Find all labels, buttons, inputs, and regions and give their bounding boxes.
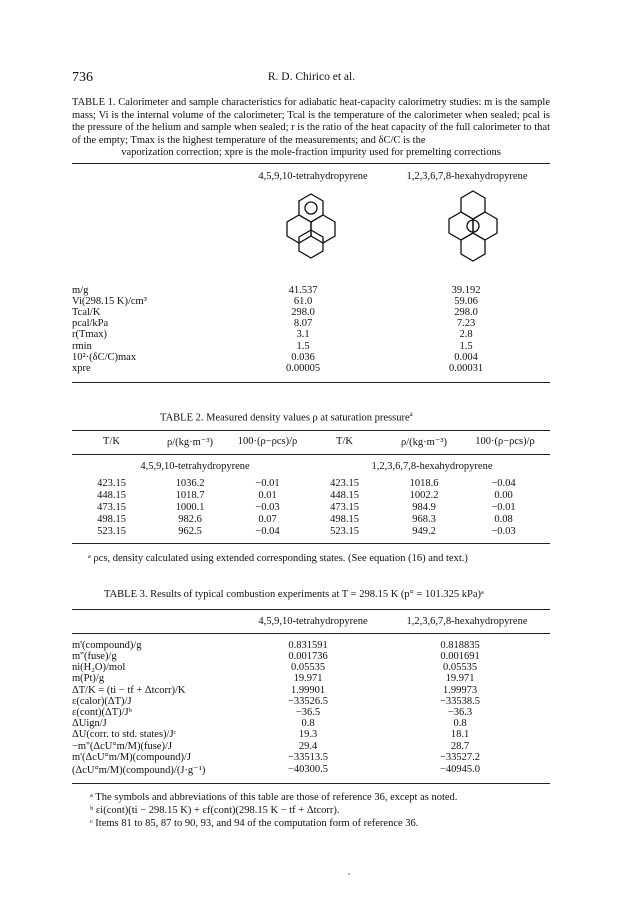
table3-cell: 0.05535 xyxy=(290,662,326,673)
table3-footnote-b: ᵇ εi(cont)(ti − 298.15 K) + εf(cont)(298.15 K − tf + Δtcorr). xyxy=(90,805,340,816)
table3-cell: 0.8 xyxy=(301,718,315,729)
table2-col-header: ρ/(kg·m⁻³) xyxy=(166,437,213,448)
table2-cell: 1018.7 xyxy=(175,490,205,501)
table2-cell: −0.01 xyxy=(491,502,516,513)
table2-cell: 1036.2 xyxy=(175,478,205,489)
table1-cell: 1.5 xyxy=(296,341,310,352)
table3-cell: 0.818835 xyxy=(440,640,480,651)
table1-bottom-rule xyxy=(72,382,550,383)
table2-cell: −0.03 xyxy=(491,526,516,537)
table1-top-rule xyxy=(72,163,550,164)
table2-cell: −0.01 xyxy=(255,478,280,489)
table2-cell: 523.15 xyxy=(330,526,359,537)
table3-footnote-a: ᵃ The symbols and abbreviations of this table are those of reference 36, except as noted. xyxy=(90,792,458,803)
table3-cell: 29.4 xyxy=(298,741,318,752)
table3-cell: 1.99901 xyxy=(290,685,326,696)
table2-group2: 1,2,3,6,7,8-hexahydropyrene xyxy=(371,461,493,472)
table3-cell: 1.99973 xyxy=(442,685,478,696)
table1-cell: 298.0 xyxy=(454,307,478,318)
table3-top-rule xyxy=(72,609,550,610)
table3-row-label: ε(calor)(ΔT)/J xyxy=(72,696,132,707)
table2-col-header: 100·(ρ−ρcs)/ρ xyxy=(475,436,535,447)
page-number: 736 xyxy=(72,70,93,85)
table1-row-label: pcal/kPa xyxy=(72,318,109,329)
table2-cell: 498.15 xyxy=(97,514,126,525)
table1-cell: 3.1 xyxy=(296,329,310,340)
table3-row-label: ΔUign/J xyxy=(72,718,107,729)
table3-row-label: m(Pt)/g xyxy=(72,673,105,684)
table1-cell: 0.00031 xyxy=(448,363,484,374)
table2-header-rule xyxy=(72,454,550,455)
table3-footnote-c: ᶜ Items 81 to 85, 87 to 90, 93, and 94 of the computation form of reference 36. xyxy=(90,818,419,829)
table3-cell: −33526.5 xyxy=(287,696,329,707)
table1-caption-text: TABLE 1. Calorimeter and sample characteristics for adiabatic heat-capacity calorimetry studies: m is the sample mass; Vi is the internal volume of the calorimeter; Tcal is the temperature of the calorimeter when sealed; pcal is the pressure of the helium and sample when sealed; r is the ratio of the heat capacity of the full calorimeter to that of the empty; Tmax is the highest temperature of the measurements; and δC/C is the xyxy=(72,97,550,146)
table1-row-label: 10²·(δC/C)max xyxy=(72,352,137,363)
table2-bottom-rule xyxy=(72,543,550,544)
table3-row-label: ni(H₂O)/mol xyxy=(72,662,126,673)
table2-cell: 473.15 xyxy=(330,502,359,513)
table2-cell: 982.6 xyxy=(178,514,202,525)
table1-row-label: rmin xyxy=(72,341,92,352)
table1-cell: 0.00005 xyxy=(285,363,321,374)
table2-top-rule xyxy=(72,430,550,431)
table3-cell: 0.001691 xyxy=(440,651,480,662)
page-speck xyxy=(348,873,350,875)
table3-bottom-rule xyxy=(72,783,550,784)
table2-group1: 4,5,9,10-tetrahydropyrene xyxy=(140,461,250,472)
table2-cell: 984.9 xyxy=(412,502,436,513)
table3-cell: 28.7 xyxy=(450,741,470,752)
table2-cell: 1002.2 xyxy=(409,490,439,501)
table2-col-header: 100·(ρ−ρcs)/ρ xyxy=(237,436,298,447)
table3-cell: 19.971 xyxy=(445,673,475,684)
table1-cell: 2.8 xyxy=(459,329,473,340)
table2-cell: −0.03 xyxy=(255,502,280,513)
table3-cell: −40945.0 xyxy=(439,764,481,775)
table2-cell: 448.15 xyxy=(330,490,359,501)
table2-caption-note: a xyxy=(409,410,413,418)
table1-cell: 7.23 xyxy=(456,318,476,329)
table2-cell: 1018.6 xyxy=(409,478,439,489)
table2-footnote: ᵃ ρcs, density calculated using extended corresponding states. (See equation (16) and text.) xyxy=(88,553,468,564)
table2-cell: 448.15 xyxy=(97,490,126,501)
table1-cell: 39.192 xyxy=(451,285,481,296)
table1-row-label: xpre xyxy=(72,363,91,374)
table1-row-label: m/g xyxy=(72,285,89,296)
table2-cell: 0.08 xyxy=(494,514,513,525)
table3-row-label: m'(ΔcU°m/M)(compound)/J xyxy=(72,752,191,763)
running-head: R. D. Chirico et al. xyxy=(267,71,356,83)
table2-cell: −0.04 xyxy=(491,478,516,489)
table3-cell: 0.831591 xyxy=(288,640,328,651)
table1-row-label: r(Tmax) xyxy=(72,329,107,340)
hexahydropyrene-structure-icon xyxy=(433,187,513,270)
table1-cell: 0.036 xyxy=(291,352,315,363)
table2-col-header: T/K xyxy=(103,436,120,447)
table3-row-label: m'(compound)/g xyxy=(72,640,142,651)
table2-caption-text: TABLE 2. Measured density values ρ at saturation pressure xyxy=(160,412,410,424)
table2-cell: 523.15 xyxy=(97,526,126,537)
table2-cell: 949.2 xyxy=(412,526,436,537)
table3-cell: 18.1 xyxy=(450,729,470,740)
table2-cell: 498.15 xyxy=(330,514,359,525)
table2-cell: 423.15 xyxy=(97,478,126,489)
table1-row-label: Tcal/K xyxy=(72,307,101,318)
table2-col-header: ρ/(kg·m⁻³) xyxy=(400,437,447,448)
table3-cell: −33513.5 xyxy=(287,752,329,763)
table3-cell: 0.8 xyxy=(453,718,467,729)
table1-caption-last: vaporization correction; xpre is the mole-fraction impurity used for premelting corrections xyxy=(121,147,501,158)
table3-row-label: ΔT/K = (ti − tf + Δtcorr)/K xyxy=(72,685,186,696)
table3-cell: −36.3 xyxy=(447,707,473,718)
table3-cell: −33527.2 xyxy=(439,752,481,763)
table3-col2-header: 1,2,3,6,7,8-hexahydropyrene xyxy=(406,616,528,627)
table3-cell: 19.971 xyxy=(293,673,323,684)
table2-cell: 423.15 xyxy=(330,478,359,489)
table3-row-label: −m''(ΔcU°m/M)(fuse)/J xyxy=(72,741,172,752)
table3-cell: 0.05535 xyxy=(442,662,478,673)
table1-col2-header: 1,2,3,6,7,8-hexahydropyrene xyxy=(406,171,528,182)
table3-caption: TABLE 3. Results of typical combustion experiments at T = 298.15 K (p° = 101.325 kPa)ᵃ xyxy=(104,589,484,600)
table3-row-label: m''(fuse)/g xyxy=(72,651,117,662)
table3-header-rule xyxy=(72,633,550,634)
table3-cell: 0.001736 xyxy=(288,651,328,662)
table3-row-label: ε(cont)(ΔT)/Jᵇ xyxy=(72,707,132,718)
tetrahydropyrene-structure-icon xyxy=(271,190,351,263)
table1-caption xyxy=(72,97,550,160)
table3-col1-header: 4,5,9,10-tetrahydropyrene xyxy=(258,616,368,627)
table2-cell: −0.04 xyxy=(255,526,280,537)
table2-cell: 0.01 xyxy=(258,490,277,501)
table3-cell: −40300.5 xyxy=(287,764,329,775)
table2-cell: 0.00 xyxy=(494,490,513,501)
table3-row-label: (ΔcU°m/M)(compound)/(J·g⁻¹) xyxy=(72,765,206,776)
table2-col-header: T/K xyxy=(336,436,353,447)
table1-cell: 298.0 xyxy=(291,307,315,318)
table2-cell: 473.15 xyxy=(97,502,126,513)
table1-row-label: Vi(298.15 K)/cm³ xyxy=(72,296,147,307)
table3-cell: −33538.5 xyxy=(439,696,481,707)
table2-cell: 968.3 xyxy=(412,514,436,525)
table2-cell: 962.5 xyxy=(178,526,202,537)
table2-caption xyxy=(160,410,413,424)
table3-row-label: ΔU(corr. to std. states)/Jᶜ xyxy=(72,729,177,740)
table3-cell: 19.3 xyxy=(298,729,318,740)
table2-cell: 0.07 xyxy=(258,514,277,525)
page-header xyxy=(0,70,623,86)
table2-cell: 1000.1 xyxy=(175,502,205,513)
table3-cell: −36.5 xyxy=(295,707,321,718)
table1-cell: 0.004 xyxy=(454,352,478,363)
table1-col1-header: 4,5,9,10-tetrahydropyrene xyxy=(258,171,368,182)
table1-cell: 41.537 xyxy=(288,285,318,296)
table1-cell: 59.06 xyxy=(454,296,478,307)
table1-cell: 1.5 xyxy=(459,341,473,352)
table1-cell: 61.0 xyxy=(293,296,313,307)
table1-cell: 8.07 xyxy=(293,318,313,329)
